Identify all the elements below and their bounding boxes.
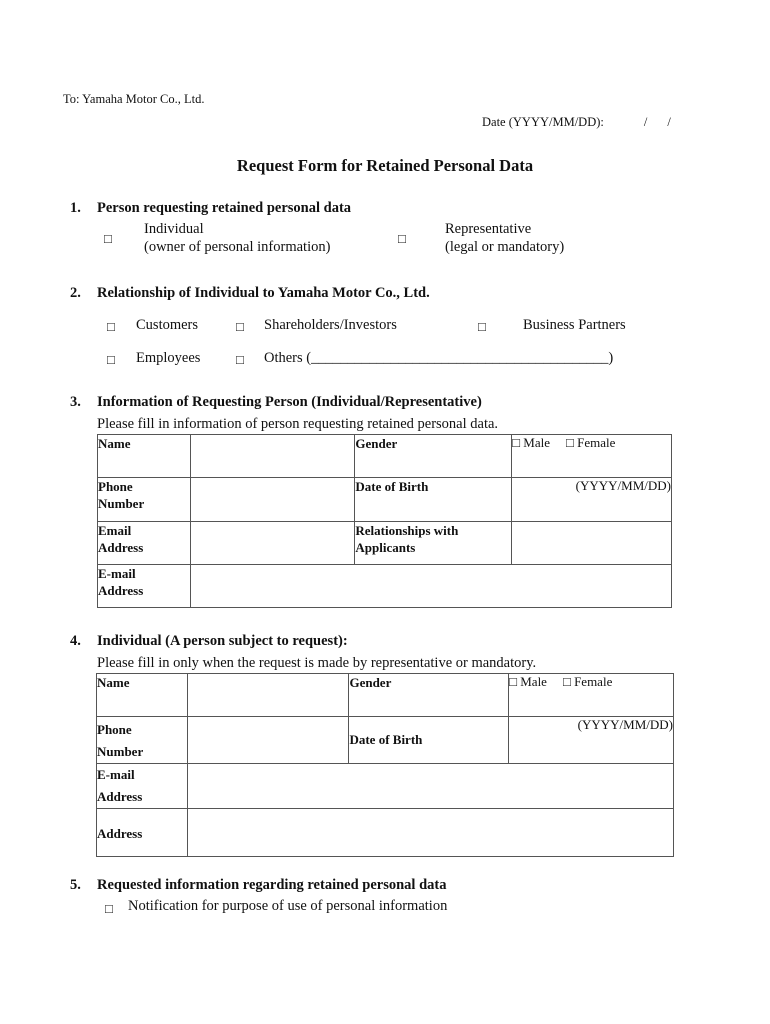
name-label: Name	[98, 435, 191, 478]
relationship-input[interactable]	[512, 522, 672, 565]
date-label: Date (YYYY/MM/DD):	[482, 115, 604, 129]
requester-info-table	[97, 434, 672, 608]
address-input[interactable]	[187, 809, 673, 857]
table-row	[98, 435, 672, 478]
checkbox-shareholders[interactable]: □	[236, 319, 244, 334]
dob-format-hint: (YYYY/MM/DD)	[577, 717, 673, 732]
option-business-partners-label: Business Partners	[523, 317, 626, 333]
gender-options	[512, 435, 672, 478]
section-4-instruction: Please fill in only when the request is made by representative or mandatory.	[97, 655, 537, 671]
section-3-instruction: Please fill in information of person requesting retained personal data.	[97, 416, 499, 432]
checkbox-customers[interactable]: □	[107, 319, 115, 334]
checkbox-business-partners[interactable]: □	[478, 319, 486, 334]
option-others-field[interactable]: Others (_________________________________________)	[264, 350, 614, 366]
date-separator: /	[667, 115, 671, 129]
table-row	[97, 764, 674, 809]
option-customers-label: Customers	[136, 317, 199, 333]
table-row	[98, 478, 672, 522]
section-1-heading: 1. Person requesting retained personal data	[70, 200, 352, 216]
table-row	[98, 522, 672, 565]
dob-format-hint: (YYYY/MM/DD)	[575, 478, 671, 493]
gender-male-checkbox[interactable]: □ Male	[509, 674, 547, 689]
gender-label: Gender	[349, 674, 509, 717]
checkbox-representative[interactable]: □	[398, 231, 406, 246]
relationship-label: Relationships with Applicants	[355, 522, 512, 565]
table-row	[97, 717, 674, 764]
form-title: Request Form for Retained Personal Data	[236, 156, 534, 175]
option-representative-label: Representative (legal or mandatory)	[445, 221, 565, 255]
option-notification-label: Notification for purpose of use of personal information	[128, 898, 448, 914]
section-5-heading: 5. Requested information regarding retained personal data	[70, 877, 447, 893]
phone-input[interactable]	[190, 478, 355, 522]
option-individual-label: Individual (owner of personal information)	[144, 221, 331, 255]
dob-label: Date of Birth	[349, 717, 509, 764]
email-input[interactable]	[187, 764, 673, 809]
option-shareholders-label: Shareholders/Investors	[264, 317, 397, 333]
checkbox-notification[interactable]: □	[105, 901, 113, 916]
table-row	[98, 565, 672, 608]
gender-options	[509, 674, 674, 717]
addressee: To: Yamaha Motor Co., Ltd.	[63, 92, 205, 106]
option-employees-label: Employees	[136, 350, 201, 366]
table-row	[97, 674, 674, 717]
table-row	[97, 809, 674, 857]
dob-input[interactable]	[509, 717, 674, 764]
section-4-heading: 4. Individual (A person subject to request):	[70, 633, 348, 649]
checkbox-employees[interactable]: □	[107, 352, 115, 367]
name-input[interactable]	[187, 674, 349, 717]
email-label: E-mail Address	[97, 764, 188, 809]
phone-label: Phone Number	[97, 717, 188, 764]
checkbox-others[interactable]: □	[236, 352, 244, 367]
address-label: Address	[97, 809, 188, 857]
email-address-input[interactable]	[190, 565, 671, 608]
gender-female-checkbox[interactable]: □ Female	[562, 674, 613, 689]
gender-label: Gender	[355, 435, 512, 478]
date-field[interactable]	[482, 115, 671, 130]
phone-label: Phone Number	[98, 478, 191, 522]
name-input[interactable]	[190, 435, 355, 478]
phone-input[interactable]	[187, 717, 349, 764]
checkbox-individual[interactable]: □	[104, 231, 112, 246]
date-separator: /	[643, 115, 648, 129]
email-input[interactable]	[190, 522, 355, 565]
section-2-heading: 2. Relationship of Individual to Yamaha Motor Co., Ltd.	[70, 285, 430, 301]
dob-input[interactable]	[512, 478, 672, 522]
email-address-label: E-mail Address	[98, 565, 191, 608]
dob-label: Date of Birth	[355, 478, 512, 522]
email-label: Email Address	[98, 522, 191, 565]
name-label: Name	[97, 674, 188, 717]
gender-male-checkbox[interactable]: □ Male	[512, 435, 550, 450]
gender-female-checkbox[interactable]: □ Female	[565, 435, 616, 450]
section-3-heading: 3. Information of Requesting Person (Individual/Representative)	[70, 394, 482, 410]
individual-info-table	[96, 673, 674, 857]
